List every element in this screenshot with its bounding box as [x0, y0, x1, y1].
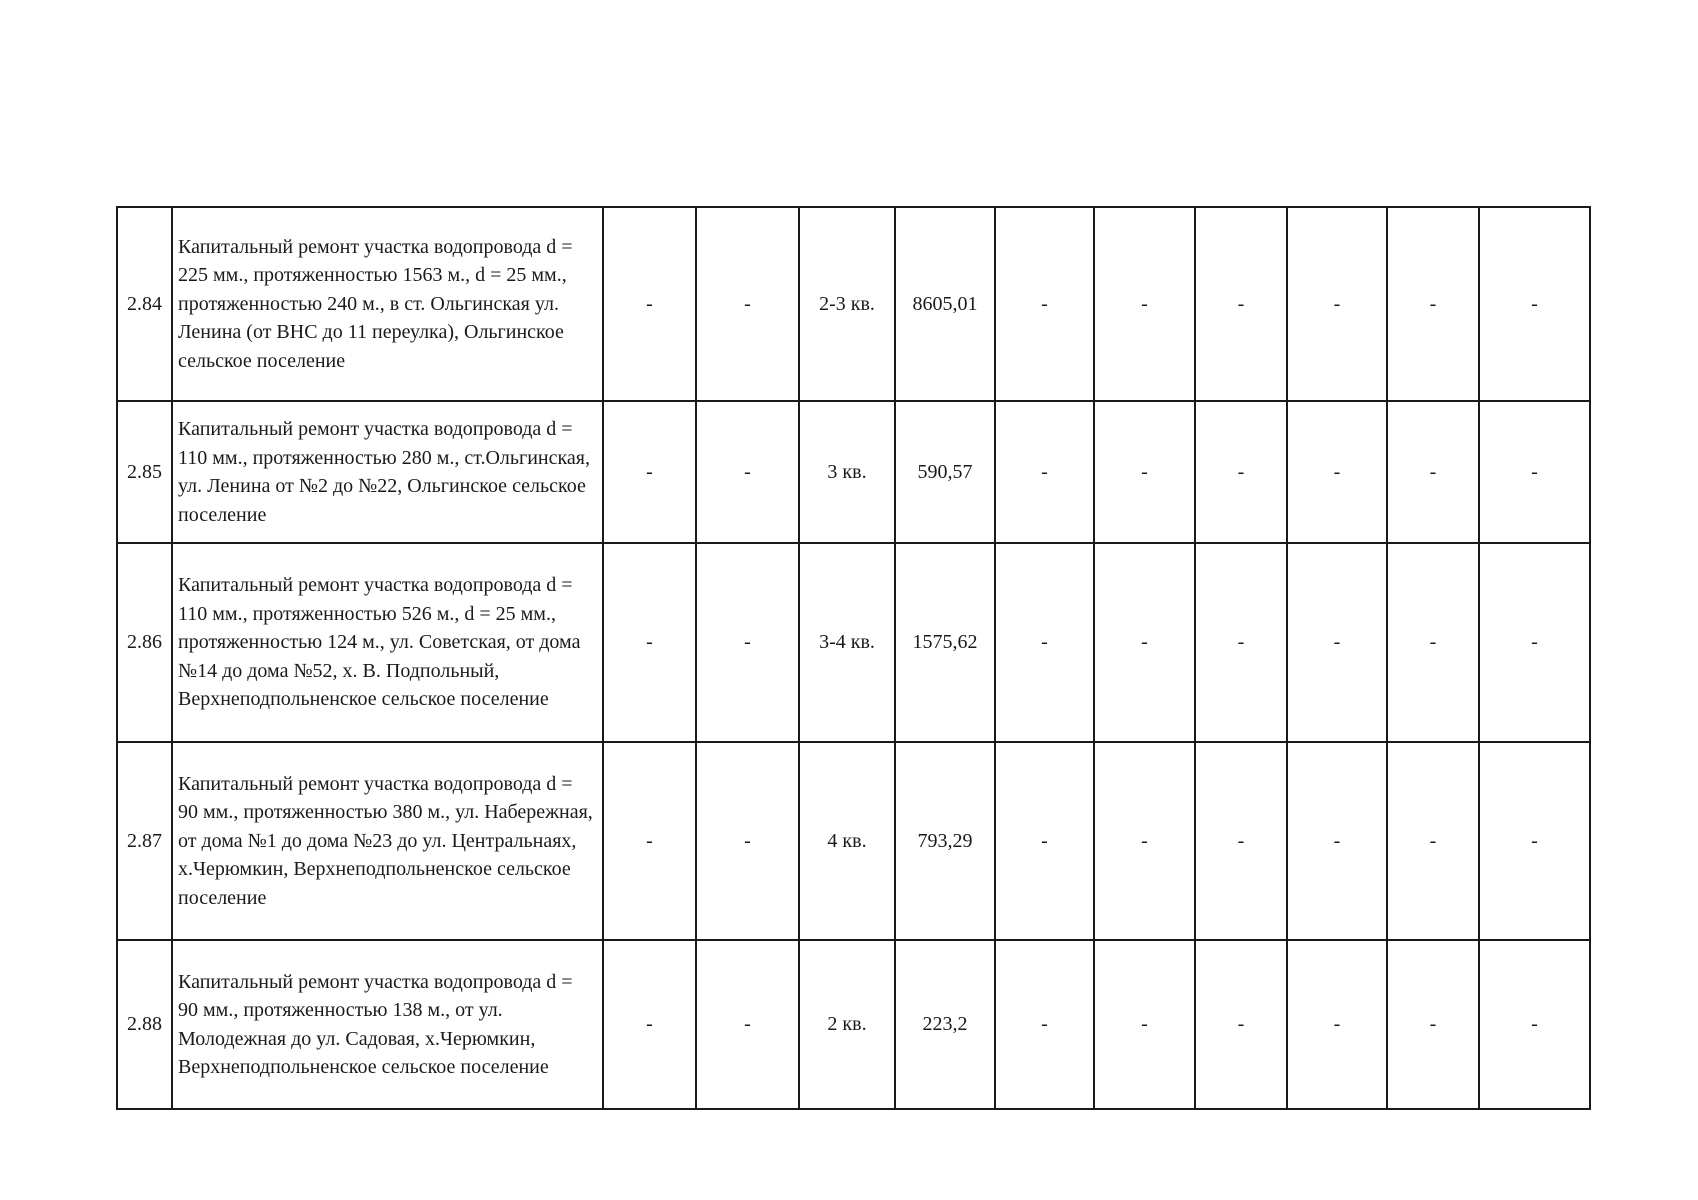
cell-value: - [995, 207, 1094, 401]
cell-value: - [1387, 401, 1479, 543]
period-cell: 3 кв. [799, 401, 895, 543]
work-description: Капитальный ремонт участка водопровода d = 225 мм., протяженностью 1563 м., d = 25 мм., протяженностью 240 м., в ст. Ольгинская ул. Ленина (от ВНС до 11 переулка), Ольгинское сельское поселение [172, 207, 603, 401]
table-row [117, 742, 1590, 940]
cell-value: - [1287, 543, 1387, 742]
cell-value: - [696, 401, 799, 543]
cell-value: - [995, 401, 1094, 543]
cell-value: - [603, 543, 696, 742]
amount-cell: 8605,01 [895, 207, 995, 401]
cell-value: - [1195, 207, 1287, 401]
cell-value: - [1387, 543, 1479, 742]
cell-value: - [696, 940, 799, 1109]
table-row [117, 207, 1590, 401]
cell-value: - [603, 401, 696, 543]
cell-value: - [1094, 401, 1195, 543]
row-number: 2.85 [117, 401, 172, 543]
cell-value: - [696, 742, 799, 940]
cell-value: - [603, 742, 696, 940]
cell-value: - [1479, 543, 1590, 742]
cell-value: - [1195, 401, 1287, 543]
work-description: Капитальный ремонт участка водопровода d = 110 мм., протяженностью 526 м., d = 25 мм., протяженностью 124 м., ул. Советская, от дома №14 до дома №52, х. В. Подпольный, Верхнеподпольненское сельское поселение [172, 543, 603, 742]
cell-value: - [1287, 940, 1387, 1109]
cell-value: - [1479, 207, 1590, 401]
cell-value: - [1287, 207, 1387, 401]
work-description: Капитальный ремонт участка водопровода d = 110 мм., протяженностью 280 м., ст.Ольгинская, ул. Ленина от №2 до №22, Ольгинское сельское поселение [172, 401, 603, 543]
cell-value: - [603, 940, 696, 1109]
row-number: 2.86 [117, 543, 172, 742]
cell-value: - [1479, 401, 1590, 543]
works-table [116, 206, 1591, 1110]
row-number: 2.84 [117, 207, 172, 401]
cell-value: - [1387, 940, 1479, 1109]
cell-value: - [1479, 940, 1590, 1109]
cell-value: - [1479, 742, 1590, 940]
amount-cell: 1575,62 [895, 543, 995, 742]
amount-cell: 223,2 [895, 940, 995, 1109]
cell-value: - [1387, 207, 1479, 401]
work-description: Капитальный ремонт участка водопровода d = 90 мм., протяженностью 380 м., ул. Набережная, от дома №1 до дома №23 до ул. Центральнаях, х.Черюмкин, Верхнеподпольненское сельское поселение [172, 742, 603, 940]
cell-value: - [1094, 940, 1195, 1109]
period-cell: 2-3 кв. [799, 207, 895, 401]
cell-value: - [1387, 742, 1479, 940]
cell-value: - [696, 207, 799, 401]
cell-value: - [1287, 742, 1387, 940]
table-row [117, 401, 1590, 543]
cell-value: - [995, 940, 1094, 1109]
cell-value: - [1195, 543, 1287, 742]
period-cell: 2 кв. [799, 940, 895, 1109]
cell-value: - [995, 742, 1094, 940]
cell-value: - [696, 543, 799, 742]
amount-cell: 793,29 [895, 742, 995, 940]
cell-value: - [1094, 742, 1195, 940]
work-description: Капитальный ремонт участка водопровода d = 90 мм., протяженностью 138 м., от ул. Молодежная до ул. Садовая, х.Черюмкин, Верхнеподпольненское сельское поселение [172, 940, 603, 1109]
row-number: 2.87 [117, 742, 172, 940]
table-row [117, 940, 1590, 1109]
cell-value: - [603, 207, 696, 401]
cell-value: - [1094, 543, 1195, 742]
table-row [117, 543, 1590, 742]
period-cell: 4 кв. [799, 742, 895, 940]
cell-value: - [995, 543, 1094, 742]
cell-value: - [1195, 940, 1287, 1109]
cell-value: - [1195, 742, 1287, 940]
cell-value: - [1094, 207, 1195, 401]
cell-value: - [1287, 401, 1387, 543]
amount-cell: 590,57 [895, 401, 995, 543]
period-cell: 3-4 кв. [799, 543, 895, 742]
row-number: 2.88 [117, 940, 172, 1109]
